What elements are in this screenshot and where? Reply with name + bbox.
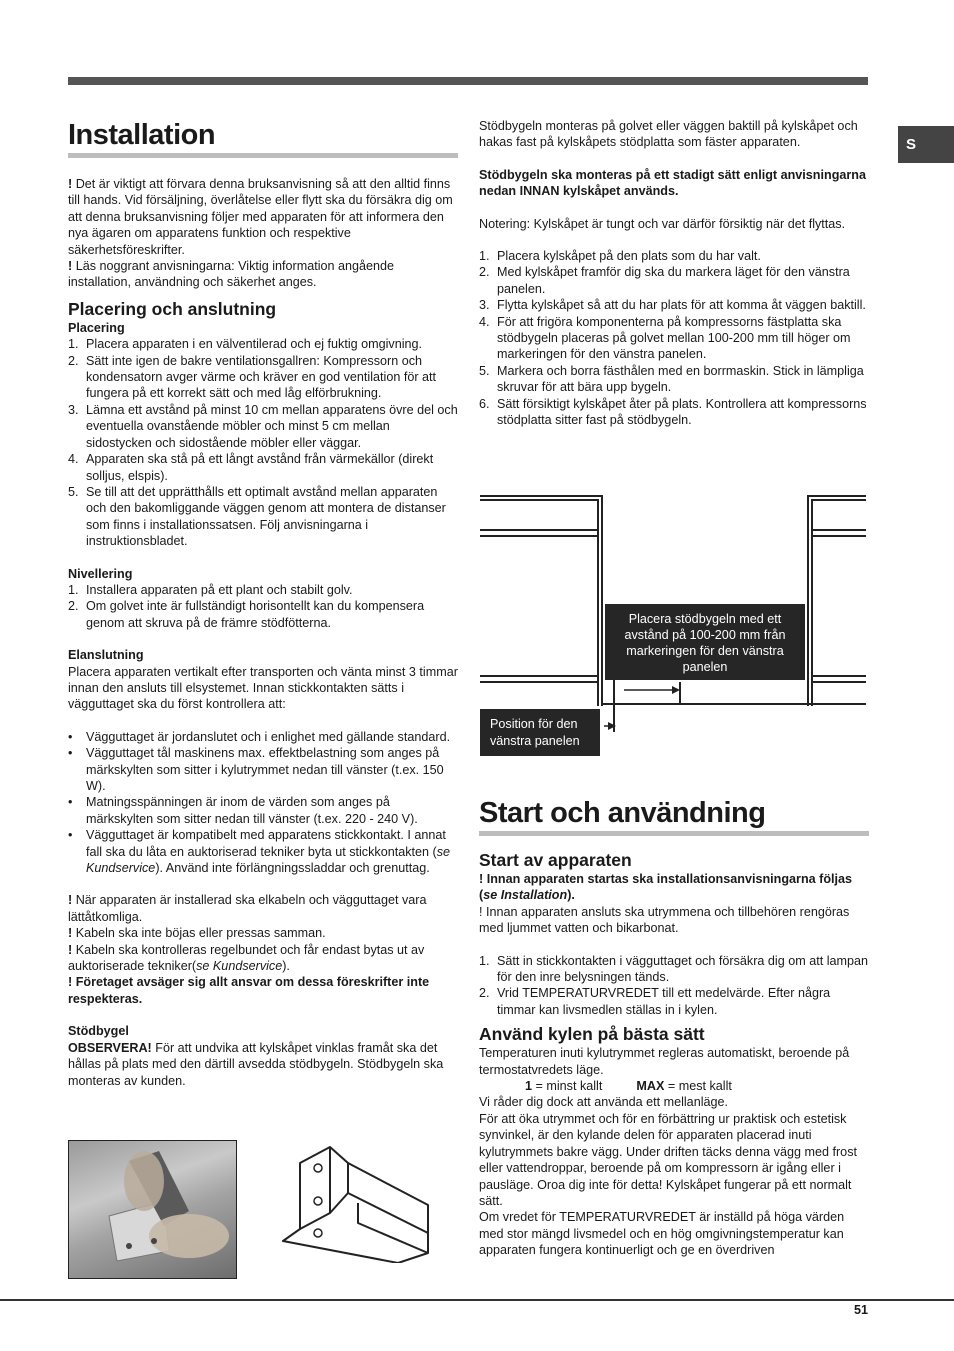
use-paragraph-1: Temperaturen inuti kylutrymmet regleras automatiskt, beroende på termostatvredets läge. [479, 1046, 850, 1077]
page-number: 51 [853, 1303, 868, 1317]
start-steps [479, 953, 869, 1019]
list-item: 2. Sätt inte igen de bakre ventilationsgallren: Kompressorn och kondensatorn avger värme och kräver en god ventilation för att fungera på ett korrekt sätt och med låg elförbrukning. [68, 353, 437, 401]
left-column [68, 118, 458, 1089]
list-item: 1. Installera apparaten på ett plant och stabilt golv. [68, 582, 353, 597]
list-item: • Vägguttaget är jordanslutet och i enlighet med gällande standard. [68, 729, 451, 744]
right-column [479, 118, 869, 429]
placering-list [68, 336, 458, 549]
list-item: 2. Med kylskåpet framför dig ska du markera läget för den vänstra panelen. [479, 265, 850, 296]
nivellering-subheading: Nivellering [68, 566, 133, 581]
language-tab: S [898, 126, 954, 163]
diagram-label-bracket-position: Placera stödbygeln med ett avstånd på 100-200 mm från markeringen för den vänstra panelen [605, 604, 805, 680]
start-heading: Start av apparaten [479, 850, 632, 870]
thermostat-legend: 1 = minst kallt MAX = mest kallt [525, 1079, 732, 1094]
start-section [479, 796, 869, 1259]
start-warning: ! Innan apparaten startas ska installationsanvisningarna följas (se Installation). [479, 872, 853, 903]
stodbygel-bold-paragraph: Stödbygeln ska monteras på ett stadigt sätt enligt anvisningarna nedan INNAN kylskåpet används. [479, 167, 866, 199]
notering-paragraph: Notering: Kylskåpet är tungt och var därför försiktig när det flyttas. [479, 216, 846, 231]
elanslutning-bullets [68, 729, 458, 877]
bracket-drawing [278, 1143, 433, 1263]
intro-text-2: Läs noggrant anvisningarna: Viktig information angående installation, användning och säkerhet anges. [68, 259, 395, 290]
list-item: 1. Sätt in stickkontakten i vägguttaget och försäkra dig om att lampan för den inre belysningen tänds. [479, 953, 869, 985]
placering-heading: Placering och anslutning [68, 298, 277, 319]
use-paragraph-2: Vi råder dig dock att använda ett mellanläge. [479, 1095, 729, 1110]
intro-paragraph-2 [68, 258, 458, 291]
excl-mark: ! [68, 177, 73, 191]
list-item: 4. Apparaten ska stå på ett långt avstånd från värmekällor (direkt solljus, elspis). [68, 452, 434, 483]
diagram-label-left-panel: Position för den vänstra panelen [480, 709, 600, 756]
list-item: 2. Om golvet inte är fullständigt horisontellt kan du kompensera genom att skruva på de främre stödfötterna. [68, 599, 425, 630]
list-item: • Vägguttaget tål maskinens max. effektbelastning som anges på märkskylten som sitter i kylutrymmet nedan till vänster (t.ex. 150 W). [68, 746, 444, 793]
list-item: 1. Placera kylskåpet på den plats som du har valt. [479, 249, 761, 264]
installation-title: Installation [68, 119, 216, 151]
list-item: 3. Lämna ett avstånd på minst 10 cm mellan apparatens övre del och eventuella ovanstående möbler och minst 5 cm mellan sidostycken och sidostående möbler eller väggar. [68, 402, 458, 450]
stodbygel-subheading: Stödbygel [68, 1024, 129, 1039]
top-bar [68, 77, 868, 85]
elanslutning-subheading: Elanslutning [68, 648, 144, 663]
list-item: 3. Flytta kylskåpet så att du har plats för att komma åt väggen baktill. [479, 298, 866, 313]
list-item: • Matningsspänningen är inom de värden som anges på märkskylten som sitter nedan till vänster (t.ex. 220 - 240 V). [68, 795, 418, 826]
start-paragraph: ! Innan apparaten ansluts ska utrymmena och tillbehören rengöras med ljummet vatten och bikarbonat. [479, 904, 850, 936]
stodbygel-paragraph: Stödbygeln monteras på golvet eller väggen baktill på kylskåpet och hakas fast på kylskåpets stödplatta som fäster apparaten. [479, 119, 858, 150]
elanslutning-text: Placera apparaten vertikalt efter transporten och vänta minst 3 timmar innan den ansluts till elsystemet. Innan stickkontakten sätts i vägguttaget ska du först kontrollera att: [68, 664, 458, 712]
observera-paragraph: OBSERVERA! För att undvika att kylskåpet vinklas framåt ska det hållas på plats med den därtill avsedda stödbygeln. Stödbygeln ska monteras av kunden. [68, 1040, 444, 1088]
bottom-rule [0, 1299, 954, 1301]
use-heading: Använd kylen på bästa sätt [479, 1024, 705, 1045]
bracket-photo [68, 1140, 237, 1279]
list-item: 6. Sätt försiktigt kylskåpet åter på plats. Kontrollera att kompressorns stödplatta sitter fast på stödbygeln. [479, 396, 867, 428]
list-item: 4. För att frigöra komponenterna på kompressorns fästplatta ska stödbygeln placeras på golvet mellan 100-200 mm till höger om markeringen för den vänstra panelen. [479, 314, 851, 362]
use-paragraph-4: Om vredet för TEMPERATURVREDET är inställd på höga värden med stor mängd livsmedel och en hög omgivningstemperatur kan apparaten fungera kontinuerligt och ge en överdriven [479, 1210, 845, 1258]
start-title: Start och användning [479, 797, 766, 829]
list-item: • Vägguttaget är kompatibelt med apparatens stickkontakt. I annat fall ska du låta en auktoriserad tekniker byta ut stickkontakten (se Kundservice). Använd inte förlängningssladdar och grenuttag. [68, 828, 451, 876]
warning-3: ! Kabeln ska kontrolleras regelbundet och får endast bytas ut av auktoriserade tekniker(se Kundservice). [68, 942, 425, 974]
excl-mark: ! [68, 259, 73, 274]
stodbygel-steps [479, 248, 869, 428]
warning-2: ! Kabeln ska inte böjas eller pressas samman. [68, 926, 326, 941]
intro-paragraph-1 [68, 176, 458, 258]
list-item: 5. Se till att det upprätthålls ett optimalt avstånd mellan apparaten och den bakomliggande väggen genom att montera de distanser som finns i installationssatsen. Följ anvisningarna i instruktionsbladet. [68, 484, 446, 549]
list-item: 5. Markera och borra fästhålen med en borrmaskin. Stick in lämpliga skruvar för att bära upp bygeln. [479, 363, 864, 395]
list-item: 1. Placera apparaten i en välventilerad och ej fuktig omgivning. [68, 337, 423, 352]
placering-subheading: Placering [68, 320, 125, 335]
intro-text-1: Det är viktigt att förvara denna bruksanvisning så att den alltid finns till hands. Vid försäljning, överlåtelse eller flytt ska du försäkra dig om att denna bruksanvisning följer med apparaten för att informera den nya ägaren om apparatens funktion och respektive säkerhetsföreskrifter. [68, 177, 453, 257]
list-item: 2. Vrid TEMPERATURVREDET till ett medelvärde. Efter några timmar kan livsmedlen ställas in i kylen. [479, 986, 831, 1017]
nivellering-list [68, 582, 458, 631]
warning-1: ! När apparaten är installerad ska elkabeln och vägguttaget vara lättåtkomliga. [68, 893, 427, 924]
warning-4: ! Företaget avsäger sig allt ansvar om dessa föreskrifter inte respekteras. [68, 975, 430, 1006]
use-paragraph-3: För att öka utrymmet och för en förbättring ur praktisk och estetisk synvinkel, är den kylande delen för apparaten placerad inuti kylutrymmets bakre vägg. Under driften täcks denna vägg med frost eller vattendroppar, beroende på om kompressorn är igång eller i pausläge. Oroa dig inte för detta! Kylskåpet fungerar på ett normalt sätt. [479, 1111, 857, 1208]
